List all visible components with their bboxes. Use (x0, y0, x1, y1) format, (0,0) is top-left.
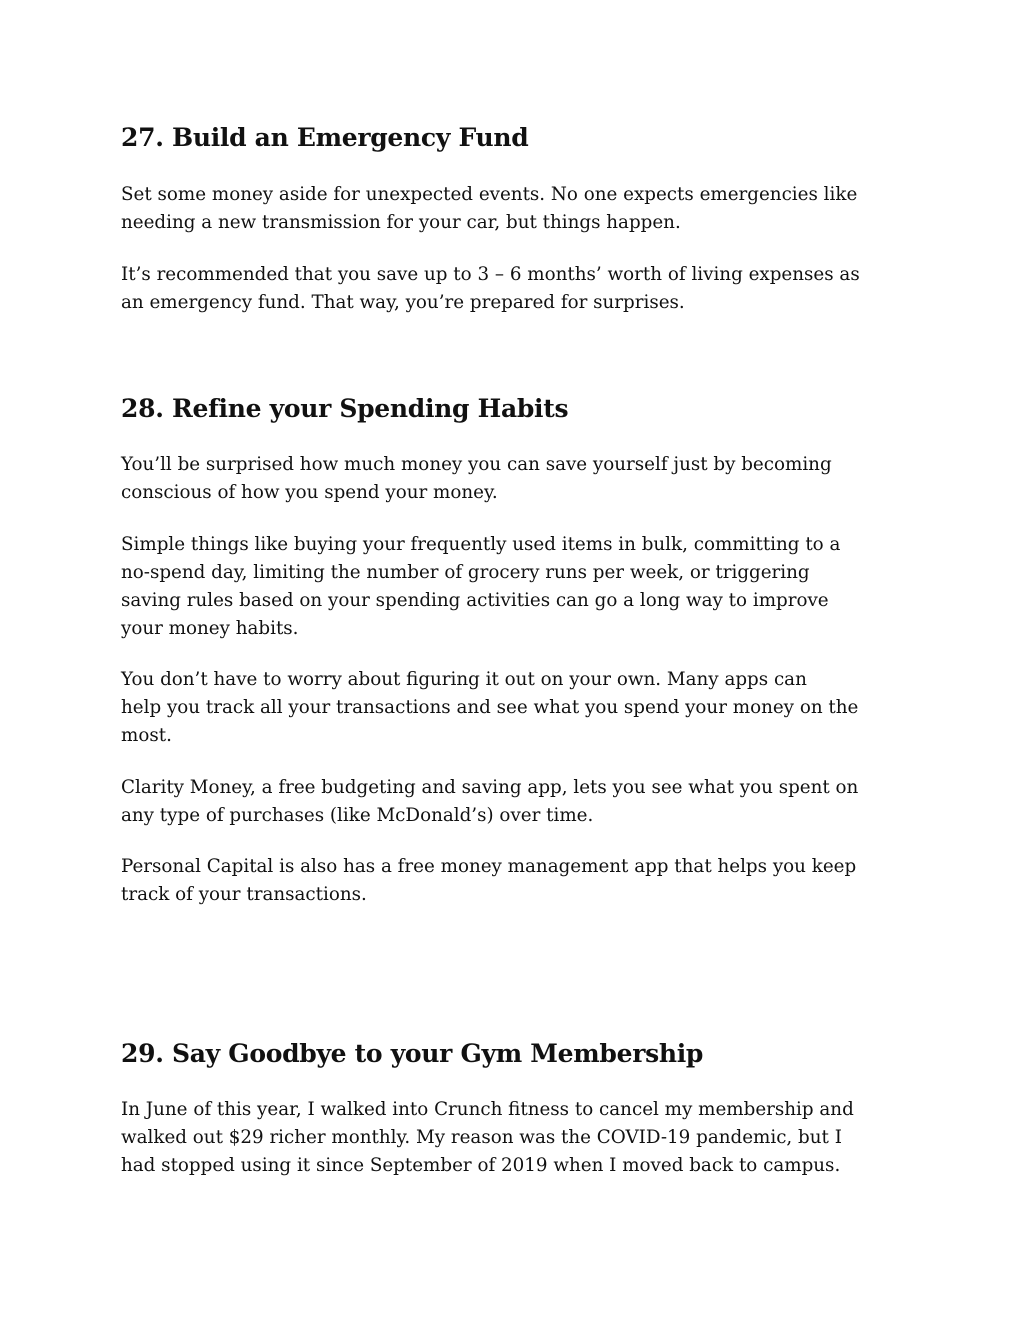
paragraph (121, 666, 858, 750)
section-heading: 28. Refine your Spending Habits (121, 394, 569, 423)
text-line: You’ll be surprised how much money you can save yourself just by becoming (121, 454, 832, 475)
text-line: conscious of how you spend your money. (121, 482, 498, 503)
text-line: your money habits. (121, 618, 299, 639)
paragraph (121, 181, 857, 237)
text-line: Clarity Money, a free budgeting and saving app, lets you see what you spent on (121, 777, 859, 798)
text-line: track of your transactions. (121, 884, 367, 905)
text-line: most. (121, 725, 172, 746)
text-line: You don’t have to worry about figuring it out on your own. Many apps can (121, 669, 807, 690)
paragraph (121, 531, 840, 643)
text-line: walked out $29 richer monthly. My reason was the COVID-19 pandemic, but I (121, 1127, 842, 1148)
text-line: any type of purchases (like McDonald’s) over time. (121, 805, 594, 826)
text-line: It’s recommended that you save up to 3 – 6 months’ worth of living expenses as (121, 264, 860, 285)
text-line: no-spend day, limiting the number of grocery runs per week, or triggering (121, 562, 810, 583)
text-line: had stopped using it since September of 2019 when I moved back to campus. (121, 1155, 841, 1176)
paragraph (121, 774, 858, 830)
text-line: needing a new transmission for your car, but things happen. (121, 212, 681, 233)
text-line: Personal Capital is also has a free money management app that helps you keep (121, 856, 857, 877)
paragraph (121, 853, 856, 909)
text-line: an emergency fund. That way, you’re prepared for surprises. (121, 292, 685, 313)
section-27 (121, 123, 921, 313)
section-28 (121, 394, 921, 905)
text-line: Set some money aside for unexpected events. No one expects emergencies like (121, 184, 858, 205)
text-line: In June of this year, I walked into Crunch fitness to cancel my membership and (121, 1099, 854, 1120)
paragraph (121, 1096, 854, 1180)
text-line: saving rules based on your spending activities can go a long way to improve (121, 590, 829, 611)
section-heading: 29. Say Goodbye to your Gym Membership (121, 1039, 704, 1068)
text-line: help you track all your transactions and see what you spend your money on the (121, 697, 859, 718)
section-heading: 27. Build an Emergency Fund (121, 123, 529, 152)
text-line: Simple things like buying your frequently used items in bulk, committing to a (121, 534, 841, 555)
paragraph (121, 451, 832, 507)
paragraph (121, 261, 860, 317)
section-29 (121, 1039, 921, 1176)
